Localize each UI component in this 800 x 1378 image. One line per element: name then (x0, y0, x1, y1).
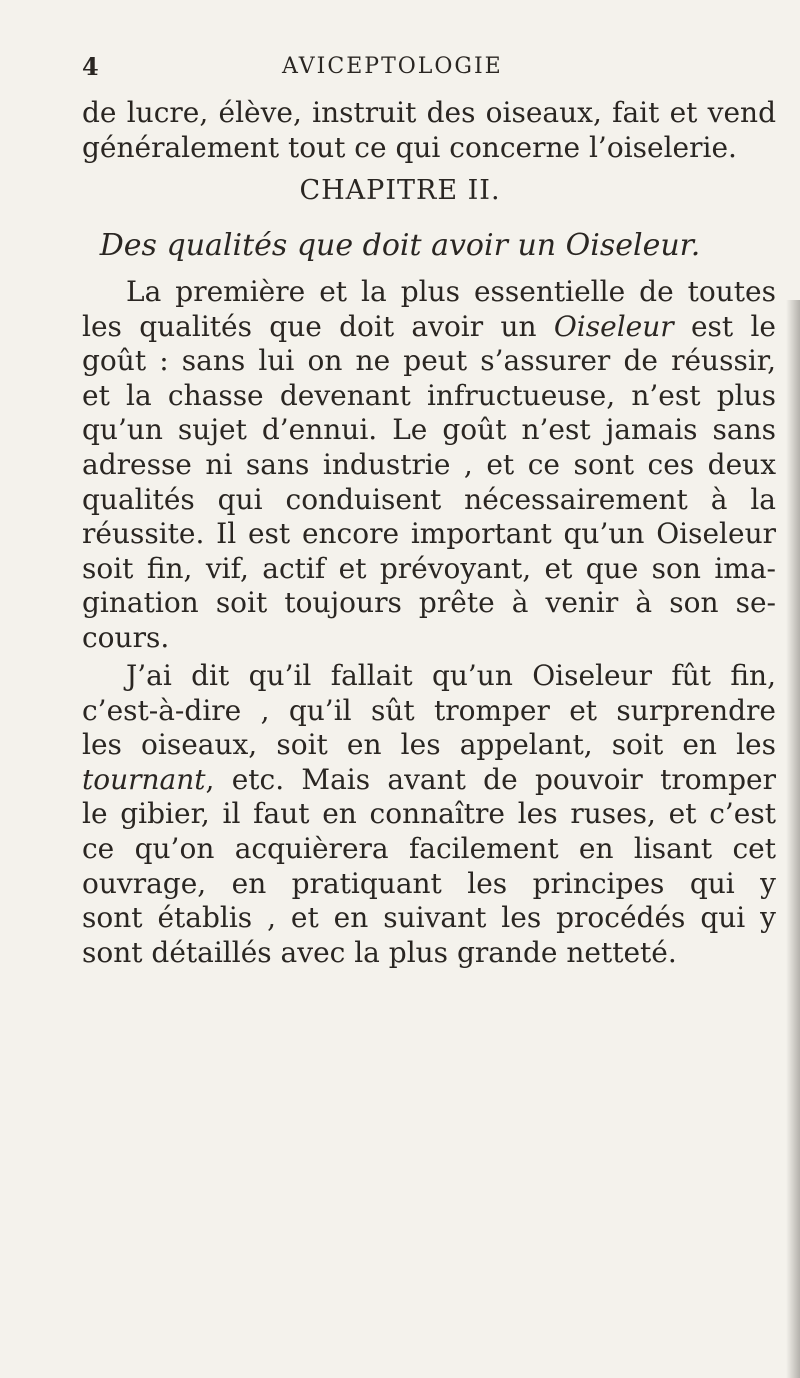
intro-text (82, 96, 776, 165)
text-line: adresse ni sans industrie , et ce sont ces deux (82, 447, 776, 481)
text-line: soit fin, vif, actif et prévoyant, et que son ima- (82, 551, 776, 585)
text-line: sont établis , et en suivant les procédés qui y (82, 901, 776, 935)
text-line: gination soit toujours prête à venir à son se- (82, 586, 776, 620)
text-line: qualités qui conduisent nécessairement à la (82, 482, 776, 516)
chapter-title: Des qualités que doit avoir un Oiseleur. (99, 228, 701, 263)
italic-term: Oiseleur (553, 309, 674, 343)
text-line: cours. (82, 620, 170, 654)
running-head (82, 52, 772, 82)
text-line: les qualités que doit avoir un Oiseleur est le (82, 309, 776, 343)
paragraph-2 (82, 659, 776, 970)
text-line: c’est-à-dire , qu’il sût tromper et surprendre (82, 693, 776, 727)
text-line: réussite. Il est encore important qu’un Oiseleur (82, 517, 776, 551)
text-line: ce qu’on acquièrera facilement en lisant cet (82, 831, 776, 865)
page-number: 4 (82, 52, 99, 81)
text-line: ouvrage, en pratiquant les principes qui y (82, 866, 776, 900)
text-line: le gibier, il faut en connaître les ruses, et c’est (82, 797, 776, 831)
page-edge-shadow (786, 300, 800, 1378)
running-title: AVICEPTOLOGIE (282, 54, 503, 79)
text-line: sont détaillés avec la plus grande netteté. (82, 935, 677, 969)
text-line: goût : sans lui on ne peut s’assurer de réussir, (82, 344, 776, 378)
text-line: J’ai dit qu’il fallait qu’un Oiseleur fût fin, (126, 659, 776, 692)
paragraph-1 (82, 275, 776, 656)
text-line: qu’un sujet d’ennui. Le goût n’est jamais sans (82, 413, 776, 447)
chapter-heading: CHAPITRE II. (299, 175, 501, 206)
text-line: et la chasse devenant infructueuse, n’est plus (82, 378, 776, 412)
text-line: de lucre, élève, instruit des oiseaux, fait et vend (82, 96, 776, 129)
text-line: les oiseaux, soit en les appelant, soit en les (82, 728, 776, 762)
text-line: généralement tout ce qui concerne l’oiselerie. (82, 130, 737, 164)
text-line: tournant, etc. Mais avant de pouvoir tromper (82, 762, 776, 796)
text-line: La première et la plus essentielle de toutes (126, 275, 776, 308)
italic-term: tournant (82, 762, 206, 796)
